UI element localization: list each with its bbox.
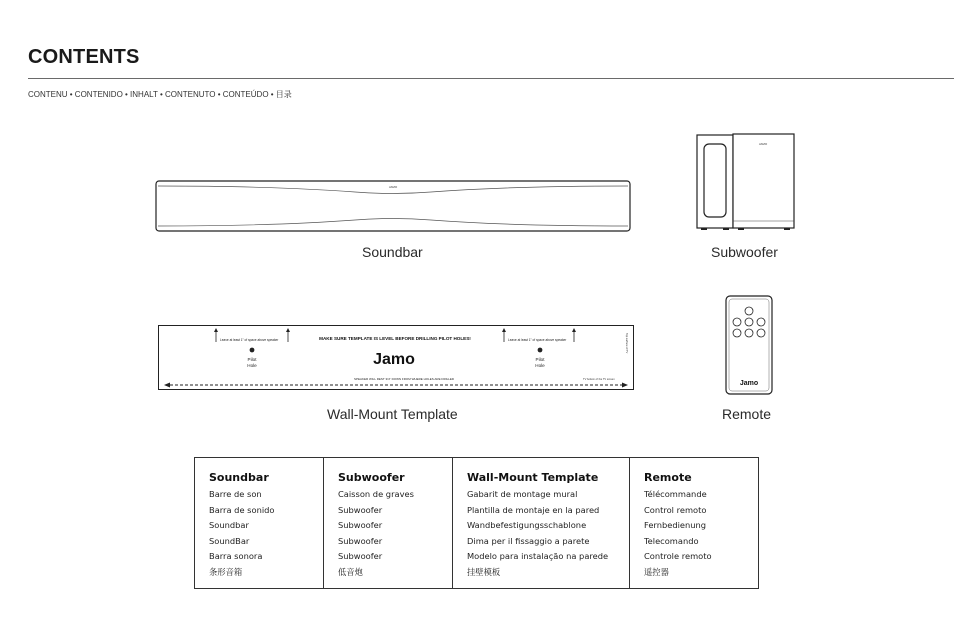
translation-item: Télécommande xyxy=(644,489,707,499)
remote-volume-up-icon xyxy=(757,318,765,326)
translation-item: Wandbefestigungsschablone xyxy=(467,520,587,531)
translation-item: 条形音箱 xyxy=(209,566,243,577)
translation-item: Soundbar xyxy=(209,520,249,531)
remote-power-button-icon xyxy=(745,307,753,315)
remote-volume-down-icon xyxy=(733,318,741,326)
remote-mute-button-icon xyxy=(757,329,765,337)
translation-item: Barra de sonido xyxy=(209,504,275,515)
column-heading: Soundbar xyxy=(209,471,269,484)
column-heading: Remote xyxy=(644,471,692,484)
translation-table xyxy=(194,457,759,589)
column-heading: Wall-Mount Template xyxy=(467,471,599,484)
translation-item: Telecomando xyxy=(644,535,699,546)
translation-item: Dima per il fissaggio a parete xyxy=(467,535,590,546)
soundbar-illustration xyxy=(155,180,631,232)
translation-item: Barra sonora xyxy=(209,551,263,562)
pilot-hole-right-icon xyxy=(538,348,543,353)
template-right-note: Leave at least 1" of space above speaker xyxy=(508,338,567,342)
translation-item: Fernbedienung xyxy=(644,520,707,531)
template-bottom-note: SPEAKER WILL REST 3/4" DOWN FROM WHERE HOLES ARE DRILLED xyxy=(354,377,455,381)
template-jamo-logo: Jamo xyxy=(373,351,415,368)
remote-bluetooth-icon xyxy=(745,318,753,326)
soundbar-caption: Soundbar xyxy=(362,244,423,260)
table-column-subwoofer xyxy=(324,458,453,588)
subwoofer-caption: Subwoofer xyxy=(711,244,778,260)
translation-item: Subwoofer xyxy=(338,551,383,562)
remote-jamo-logo: Jamo xyxy=(739,380,759,387)
title-rule xyxy=(28,78,954,79)
pilot-hole-left-label-2: Hole xyxy=(247,363,257,368)
pilot-hole-left-icon xyxy=(250,348,255,353)
translation-item: Gabarit de montage mural xyxy=(467,489,578,499)
translation-item: 遥控器 xyxy=(644,566,669,577)
translation-item: Caisson de graves xyxy=(338,489,414,499)
translation-item: 挂壁模板 xyxy=(467,566,501,577)
column-heading: Subwoofer xyxy=(338,471,405,484)
remote-mode-button-icon xyxy=(745,329,753,337)
pilot-hole-right-label-1: Pilot xyxy=(535,357,545,362)
template-corner-note: TV bottom of the TV screen xyxy=(583,378,615,381)
remote-illustration xyxy=(725,295,773,395)
translation-item: 低音炮 xyxy=(338,566,363,577)
translation-item: Controle remoto xyxy=(644,551,712,562)
language-subtitle: CONTENU • CONTENIDO • INHALT • CONTENUTO • CONTEÚDO • 目录 xyxy=(28,90,292,99)
translation-item: Subwoofer xyxy=(338,535,383,546)
table-column-wall-mount-template xyxy=(453,458,630,588)
pilot-hole-right-label-2: Hole xyxy=(535,363,545,368)
pilot-hole-left-label-1: Pilot xyxy=(247,357,257,362)
soundbar-logo: JAMO xyxy=(388,185,398,189)
wall-mount-template-illustration xyxy=(158,325,634,390)
remote-caption: Remote xyxy=(722,406,772,422)
subwoofer-logo: JAMO xyxy=(758,142,768,146)
template-left-note: Leave at least 1" of space above speaker xyxy=(220,338,279,342)
subwoofer-illustration xyxy=(696,133,796,231)
translation-item: Control remoto xyxy=(644,504,707,515)
wall-mount-template-caption: Wall-Mount Template xyxy=(327,406,458,422)
translation-item: Plantilla de montaje en la pared xyxy=(467,504,600,515)
translation-item: Barre de son xyxy=(209,489,262,499)
translation-item: Subwoofer xyxy=(338,520,383,531)
template-side-note: Top surface of TV xyxy=(625,333,628,354)
translation-item: Subwoofer xyxy=(338,504,383,515)
table-column-soundbar xyxy=(195,458,324,588)
table-column-remote xyxy=(630,458,758,588)
template-headline: MAKE SURE TEMPLATE IS LEVEL BEFORE DRILLING PILOT HOLES! xyxy=(319,336,471,341)
page-title: CONTENTS xyxy=(28,46,140,68)
translation-item: Modelo para instalação na parede xyxy=(467,551,609,562)
remote-source-button-icon xyxy=(733,329,741,337)
translation-item: SoundBar xyxy=(209,535,250,546)
